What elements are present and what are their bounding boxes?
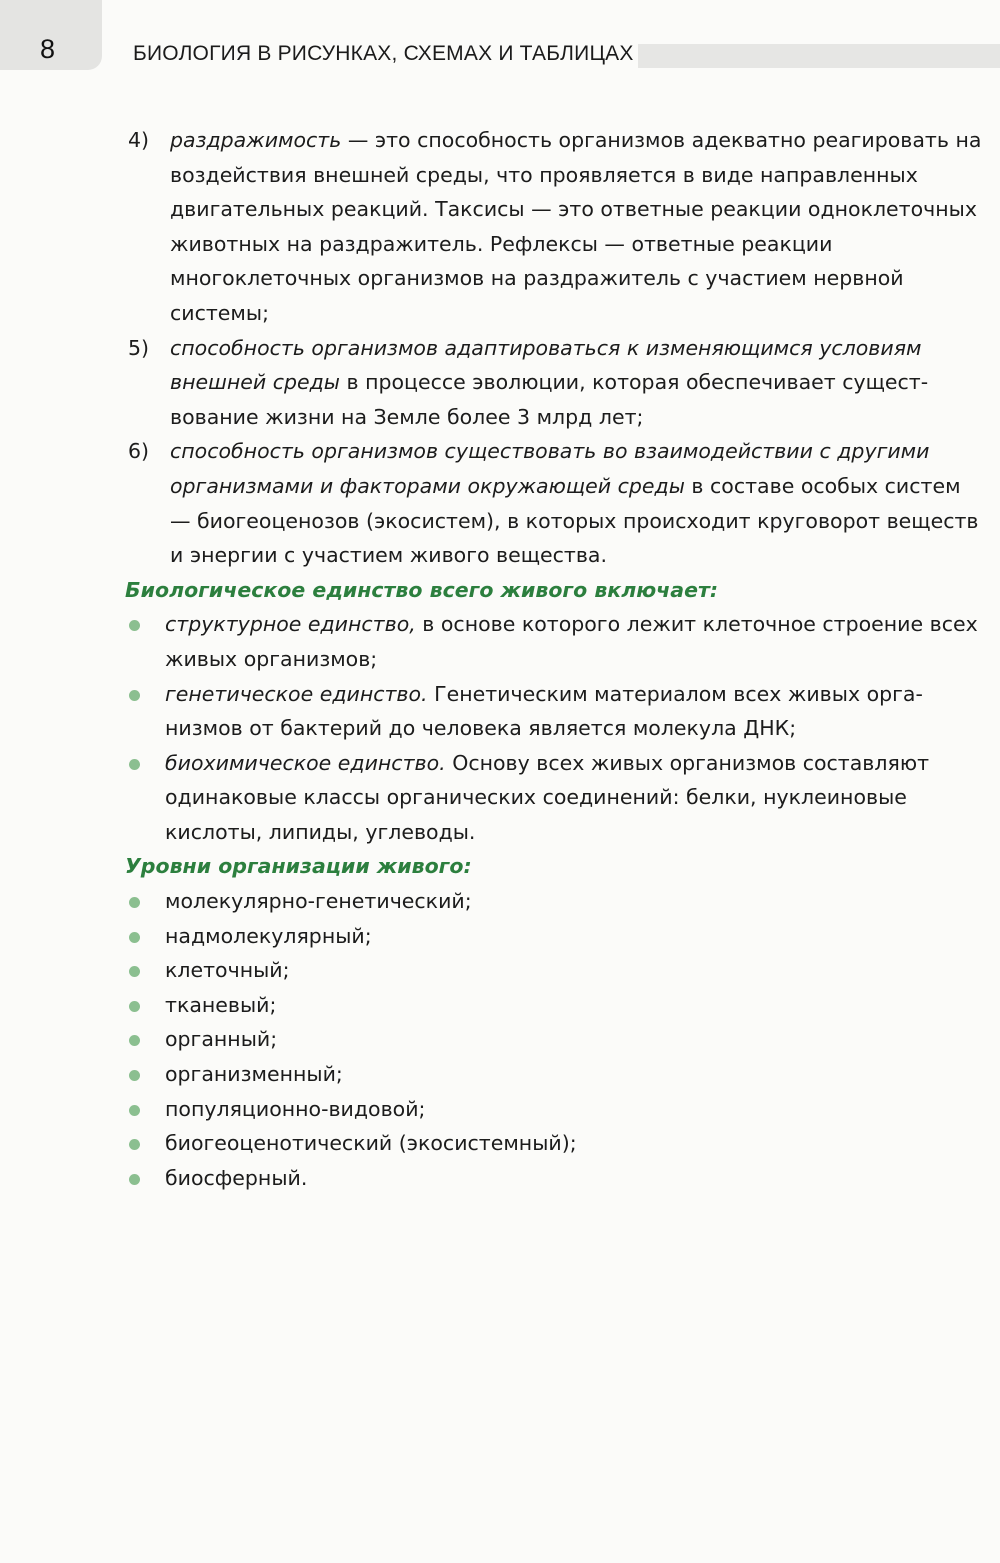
item-term: генетическое единство.: [165, 681, 428, 706]
bullet-icon: [129, 932, 140, 943]
unity-item-genetic: [0, 677, 1000, 746]
level-text: организменный;: [165, 1062, 343, 1087]
level-item: [0, 1161, 1000, 1196]
item-term: раздражимость: [170, 128, 342, 152]
item-number: 5): [128, 335, 150, 360]
unity-item-biochemical: [0, 746, 1000, 850]
level-item: [0, 988, 1000, 1023]
item-text: Основу всех живых организмов составляют одинаковые классы органических соединений: белки, нуклеиновые кислоты, липиды, углеводы.: [165, 750, 930, 844]
level-item: [0, 953, 1000, 988]
item-number: 6): [128, 439, 150, 464]
item-term: структурное единство,: [165, 612, 416, 637]
bullet-icon: [129, 620, 140, 631]
item-term: биохимическое единство.: [165, 750, 446, 775]
running-title: БИОЛОГИЯ В РИСУНКАХ, СХЕМАХ И ТАБЛИЦАХ: [133, 42, 634, 65]
page-number-tab: [0, 0, 102, 70]
level-item: [0, 1057, 1000, 1092]
bullet-icon: [129, 1174, 140, 1185]
numbered-item-5: [0, 331, 1000, 435]
bullet-icon: [129, 966, 140, 977]
level-item: [0, 1126, 1000, 1161]
level-text: тканевый;: [165, 992, 277, 1017]
item-text: Генетическим материалом всех живых организмов от бактерий до человека является молекула ДНК;: [165, 681, 923, 741]
level-item: [0, 1022, 1000, 1057]
levels-heading: Уровни организации живого:: [125, 854, 472, 879]
unity-item-structural: [0, 607, 1000, 676]
level-text: органный;: [165, 1027, 278, 1052]
level-item: [0, 1092, 1000, 1127]
unity-heading: Биологическое единство всего живого включает:: [125, 577, 719, 602]
bullet-icon: [129, 1139, 140, 1150]
bullet-icon: [129, 1070, 140, 1081]
level-text: биосферный.: [165, 1165, 308, 1190]
item-text: в составе особых систем — биогеоценозов (экосистем), в которых происходит круговорот веществ и энергии с участием живого вещества.: [170, 473, 979, 568]
item-text: в процессе эволюции, которая обеспечивает существование жизни на Земле более 3 млрд лет;: [170, 370, 929, 429]
header-decor-bar: [638, 44, 1000, 68]
page-body: [0, 123, 1000, 1195]
numbered-item-4: [0, 123, 1000, 331]
bullet-icon: [129, 1105, 140, 1116]
item-number: 4): [128, 128, 150, 152]
item-text: в основе которого лежит клеточное строение всех живых организмов;: [165, 612, 978, 671]
level-item: [0, 919, 1000, 954]
item-text: — это способность организмов адекватно реагировать на воздействия внешней среды, что проявляется в виде направленных двигательных реакций. Таксисы — это ответные реакции одноклеточных животных на раздражитель. Рефлексы — ответные реакции многоклеточных организмов на раздражитель с участием нервной системы;: [170, 128, 982, 325]
bullet-icon: [129, 897, 140, 908]
bullet-icon: [129, 690, 140, 701]
level-text: биогеоценотический (экосистемный);: [165, 1131, 577, 1156]
level-text: популяционно-видовой;: [165, 1096, 426, 1121]
item-term: способность организмов адаптироваться к изменяющимся условиям внешней среды: [170, 335, 922, 395]
page-number: 8: [40, 34, 56, 64]
bullet-icon: [129, 1035, 140, 1046]
bullet-icon: [129, 1001, 140, 1012]
level-item: [0, 884, 1000, 919]
bullet-icon: [129, 759, 140, 770]
item-term: способность организмов существовать во взаимодействии с другими организмами и факторами окружающей среды: [170, 439, 930, 498]
level-text: молекулярно-генетический;: [165, 889, 472, 914]
numbered-item-6: [0, 434, 1000, 572]
level-text: клеточный;: [165, 958, 290, 983]
page-header: [0, 0, 1000, 72]
level-text: надмолекулярный;: [165, 923, 372, 948]
